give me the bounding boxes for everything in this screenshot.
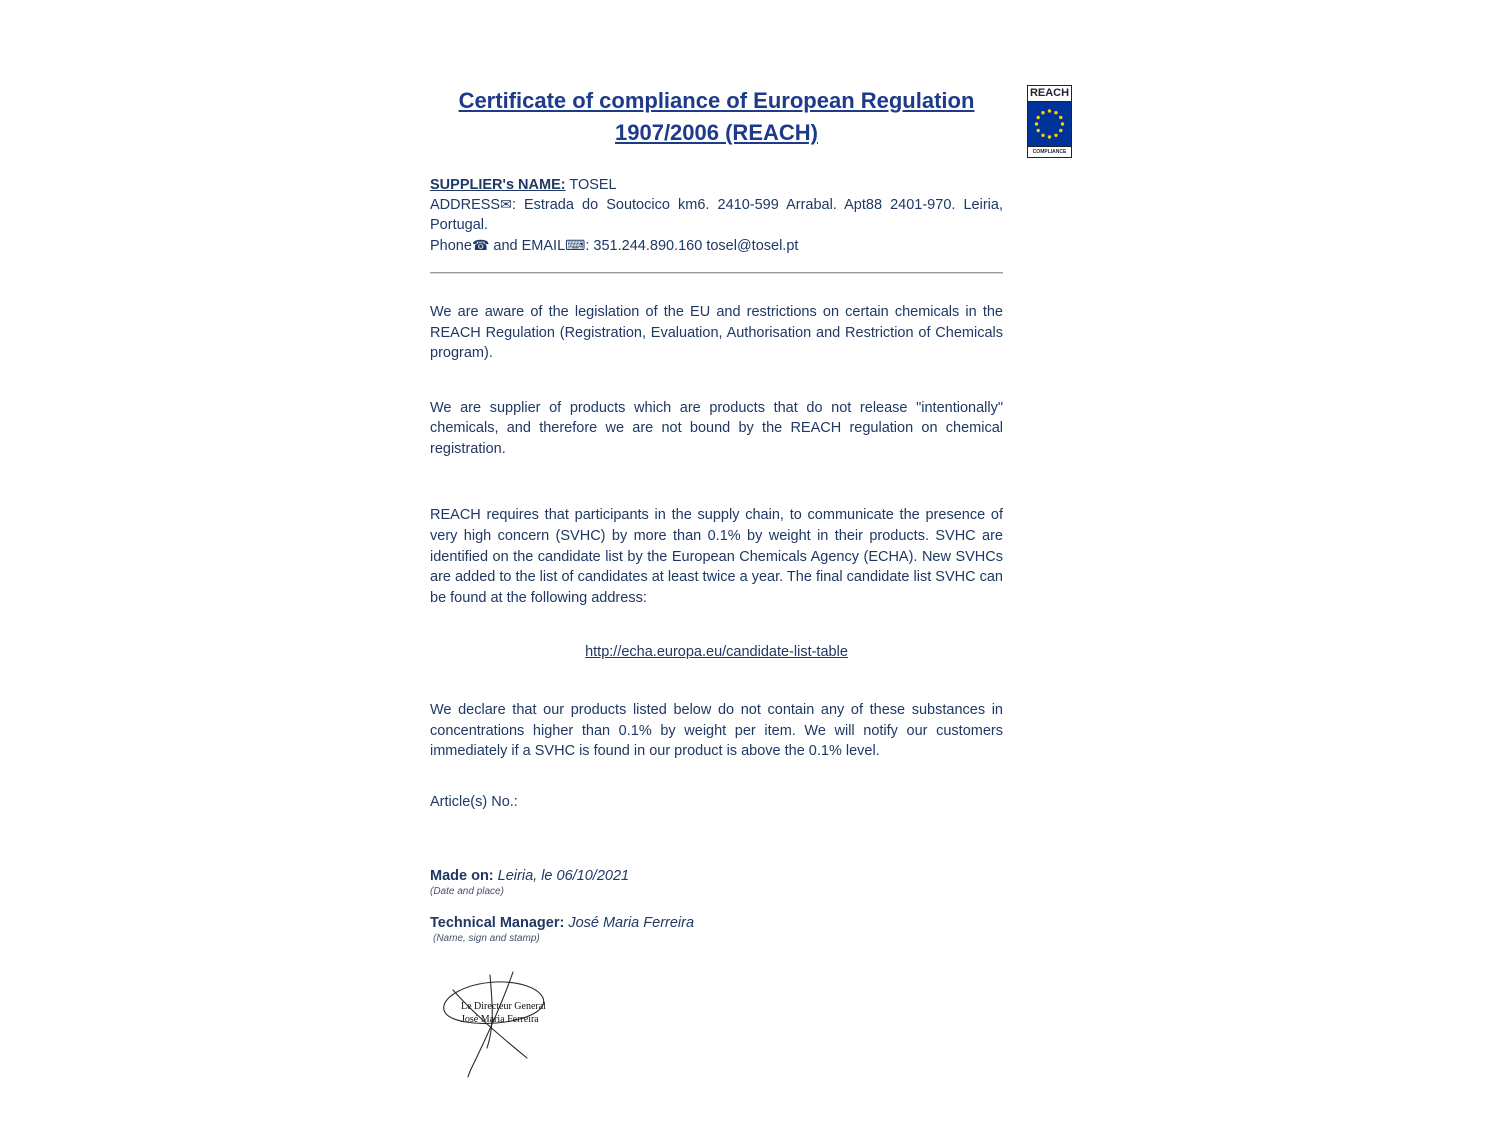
- reach-compliance-logo: [1027, 85, 1072, 158]
- reach-logo-title: REACH: [1028, 86, 1071, 102]
- phone-label: Phone: [430, 237, 472, 254]
- name-sign-stamp-note: (Name, sign and stamp): [433, 933, 540, 945]
- stamp-text: [461, 1000, 546, 1026]
- articles-label: Article(s) No.:: [430, 794, 518, 811]
- stamp-line-1: Le Directeur General: [461, 1001, 546, 1013]
- made-on-value: Leiria, le 06/10/2021: [493, 868, 630, 885]
- signature-scribble-icon: [435, 970, 567, 1082]
- supplier-block: [430, 175, 1003, 256]
- candidate-list-link[interactable]: http://echa.europa.eu/candidate-list-table: [585, 644, 848, 661]
- made-on-label: Made on:: [430, 868, 494, 885]
- technical-manager-value: José Maria Ferreira: [564, 915, 695, 932]
- supplier-name-value: TOSEL: [565, 176, 617, 193]
- supplier-contact-line: [430, 236, 1003, 256]
- document-title: [430, 85, 1003, 149]
- supplier-name-label: SUPPLIER's NAME:: [430, 176, 566, 193]
- supplier-name-line: [430, 175, 1003, 195]
- document-body: [430, 0, 1003, 1082]
- stamp-line-2: José Maria Ferreira: [461, 1014, 539, 1026]
- date-place-note: (Date and place): [430, 886, 504, 898]
- technical-manager-line: [430, 915, 1003, 931]
- made-on-line: [430, 868, 1003, 884]
- title-line-1: Certificate of compliance of European Regulation: [458, 88, 975, 113]
- address-value: : Estrada do Soutocico km6. 2410-599 Arrabal. Apt88 2401-970. Leiria, Portugal.: [430, 197, 1003, 234]
- title-line-2: 1907/2006 (REACH): [615, 119, 818, 145]
- address-label: ADDRESS: [430, 197, 501, 214]
- phone-icon: ☎: [471, 236, 490, 253]
- paragraph-reach-requirements: REACH requires that participants in the supply chain, to communicate the presence of very high concern (SVHC) by more than 0.1% by weight in their products. SVHC are identified on the candidate list by the European Chemicals Agency (ECHA). New SVHCs are added to the list of candidates at least twice a year. The final candidate list SVHC can be found at the following address:: [430, 507, 1003, 606]
- envelope-icon: ✉: [500, 196, 512, 213]
- candidate-list-link-line: [430, 644, 1003, 660]
- paragraph-declaration: We declare that our products listed below do not contain any of these substances in concentrations higher than 0.1% by weight per item. We will notify our customers immediately if a SVHC is found in our product is above the 0.1% level.: [430, 702, 1003, 760]
- divider-line: [430, 272, 1003, 274]
- supplier-address-line: [430, 195, 1003, 236]
- and-email-label: and EMAIL: [489, 237, 566, 254]
- technical-manager-label: Technical Manager:: [430, 915, 565, 932]
- reach-logo-compliance-label: COMPLIANCE: [1028, 146, 1071, 157]
- paragraph-supplier-statement: We are supplier of products which are products that do not release "intentionally" chemicals, and therefore we are not bound by the REACH regulation on chemical registration.: [430, 399, 1003, 457]
- paragraph-awareness: We are aware of the legislation of the EU and restrictions on certain chemicals in the REACH Regulation (Registration, Evaluation, Authorisation and Restriction of Chemicals program).: [430, 303, 1003, 362]
- email-terminal-icon: ⌨: [565, 236, 586, 253]
- eu-flag-icon: [1028, 102, 1071, 146]
- contact-value: : 351.244.890.160 tosel@tosel.pt: [585, 237, 799, 254]
- signature-area: [435, 970, 567, 1082]
